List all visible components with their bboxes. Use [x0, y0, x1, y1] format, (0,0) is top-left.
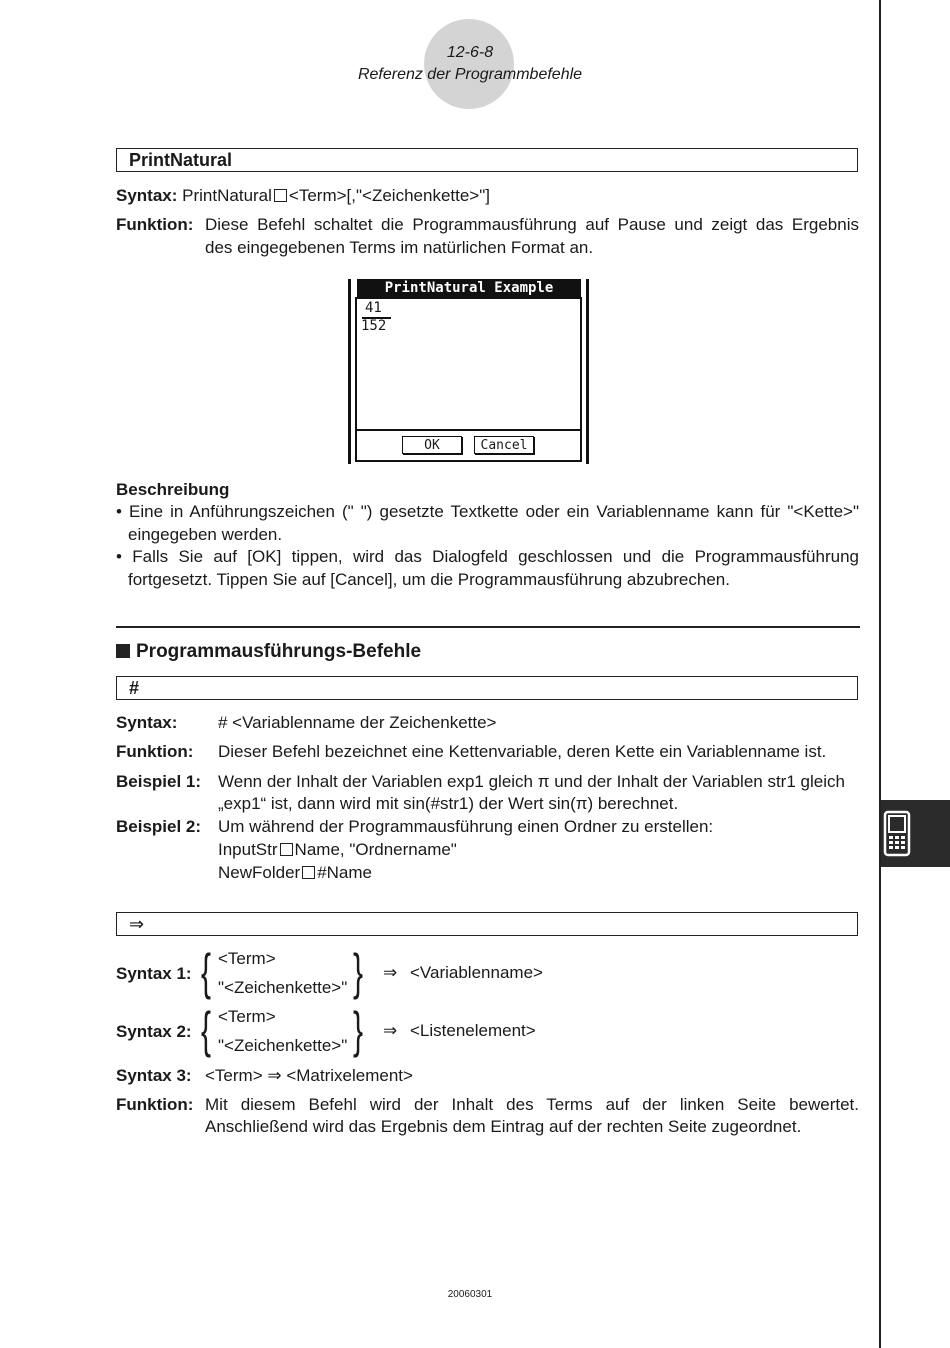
arrow-function-line1: Mit diesem Befehl wird der Inhalt des Terms auf der linken Seite bewertet. [205, 1095, 859, 1114]
footer-code: 20060301 [447, 1289, 493, 1300]
function-label: Funktion: [116, 215, 194, 234]
dialog-left-frame [348, 279, 351, 464]
bullet2-line1: • Falls Sie auf [OK] tippen, wird das Dialogfeld geschlossen und die Programmausführung [116, 547, 859, 566]
printnatural-heading: PrintNatural [129, 150, 233, 170]
dialog-right-frame [586, 279, 589, 464]
syntax3-text: <Term> ⇒ <Matrixelement> [205, 1066, 413, 1085]
section-title: Referenz der Programmbefehle [357, 66, 583, 83]
arrow-function-label: Funktion: [116, 1095, 194, 1114]
printnatural-heading-box [116, 148, 858, 172]
fraction-denominator: 152 [361, 318, 387, 334]
syntax2-option-string: "<Zeichenkette>" [218, 1036, 348, 1055]
dialog-title: PrintNatural Example [357, 279, 581, 297]
hash-function-text: Dieser Befehl bezeichnet eine Kettenvariable, deren Kette ein Variablenname ist. [218, 742, 827, 761]
example1-line1: Wenn der Inhalt der Variablen exp1 gleich π und der Inhalt der Variablen str1 gleich [218, 772, 845, 791]
printnatural-syntax [116, 186, 490, 206]
calculator-icon [881, 800, 950, 867]
hash-syntax-text: # <Variablenname der Zeichenkette> [218, 713, 497, 732]
section-heading-text: Programmausführungs-Befehle [136, 641, 422, 662]
left-brace: { [201, 1002, 212, 1058]
syntax2-option-term: <Term> [218, 1007, 276, 1026]
space-symbol [302, 866, 315, 879]
example2-line2 [218, 840, 457, 860]
hash-heading-box [116, 676, 858, 700]
right-brace: } [353, 944, 364, 1000]
newfolder-command: NewFolder [218, 863, 301, 882]
syntax1-label: Syntax 1: [116, 964, 192, 983]
example2-line1: Um während der Programmausführung einen Ordner zu erstellen: [218, 817, 714, 836]
syntax1-target: <Variablenname> [410, 963, 543, 982]
space-symbol [274, 189, 287, 202]
hash-function-label: Funktion: [116, 742, 194, 761]
arrow-heading-box [116, 912, 858, 936]
chapter-tab [881, 800, 950, 867]
bullet1-line1: • Eine in Anführungszeichen (" ") gesetzte Textkette oder ein Variablenname kann für "<Kette>" [116, 502, 859, 521]
arrow-heading: ⇒ [129, 914, 145, 934]
syntax-label: Syntax: [116, 186, 178, 205]
section-rule [116, 626, 860, 628]
bullet1-line2: eingegeben werden. [128, 525, 283, 544]
syntax1-option-term: <Term> [218, 949, 276, 968]
syntax-args: <Term>[,"<Zeichenkette>"] [288, 186, 490, 205]
square-bullet-icon [116, 644, 130, 658]
description-heading: Beschreibung [116, 480, 230, 499]
example1-label: Beispiel 1: [116, 772, 202, 791]
inputstr-args: Name, "Ordnername" [294, 840, 457, 859]
function-text-line1: Diese Befehl schaltet die Programmausführung auf Pause und zeigt das Ergebnis [205, 215, 859, 234]
newfolder-args: #Name [317, 863, 373, 882]
ok-button[interactable]: OK [402, 436, 462, 454]
example2-label: Beispiel 2: [116, 817, 202, 836]
space-symbol [280, 843, 293, 856]
left-brace: { [201, 944, 212, 1000]
syntax1-arrow: ⇒ [383, 963, 398, 982]
bullet2-line2: fortgesetzt. Tippen Sie auf [Cancel], um die Programmausführung abzubrechen. [128, 570, 730, 589]
hash-syntax-label: Syntax: [116, 713, 178, 732]
section-heading [116, 641, 421, 663]
syntax2-target: <Listenelement> [410, 1021, 536, 1040]
example2-line3 [218, 863, 372, 883]
page-edge-rule [879, 0, 881, 1348]
function-text-line2: des eingegebenen Terms im natürlichen Format an. [205, 238, 594, 257]
syntax-command: PrintNatural [182, 186, 272, 205]
hash-heading: # [129, 678, 140, 698]
example1-line2: „exp1“ ist, dann wird mit sin(#str1) der Wert sin(π) berechnet. [218, 794, 679, 813]
dialog-footer [355, 429, 582, 462]
inputstr-command: InputStr [218, 840, 278, 859]
header-circle [424, 19, 514, 109]
page-number: 12-6-8 [446, 44, 494, 61]
syntax2-arrow: ⇒ [383, 1021, 398, 1040]
right-brace: } [353, 1002, 364, 1058]
syntax1-option-string: "<Zeichenkette>" [218, 978, 348, 997]
dialog-body [355, 297, 582, 431]
fraction-numerator: 41 [365, 300, 382, 316]
syntax3-label: Syntax 3: [116, 1066, 192, 1085]
arrow-function-line2: Anschließend wird das Ergebnis dem Eintrag auf der rechten Seite zugeordnet. [205, 1117, 802, 1136]
cancel-button[interactable]: Cancel [474, 436, 534, 454]
syntax2-label: Syntax 2: [116, 1022, 192, 1041]
